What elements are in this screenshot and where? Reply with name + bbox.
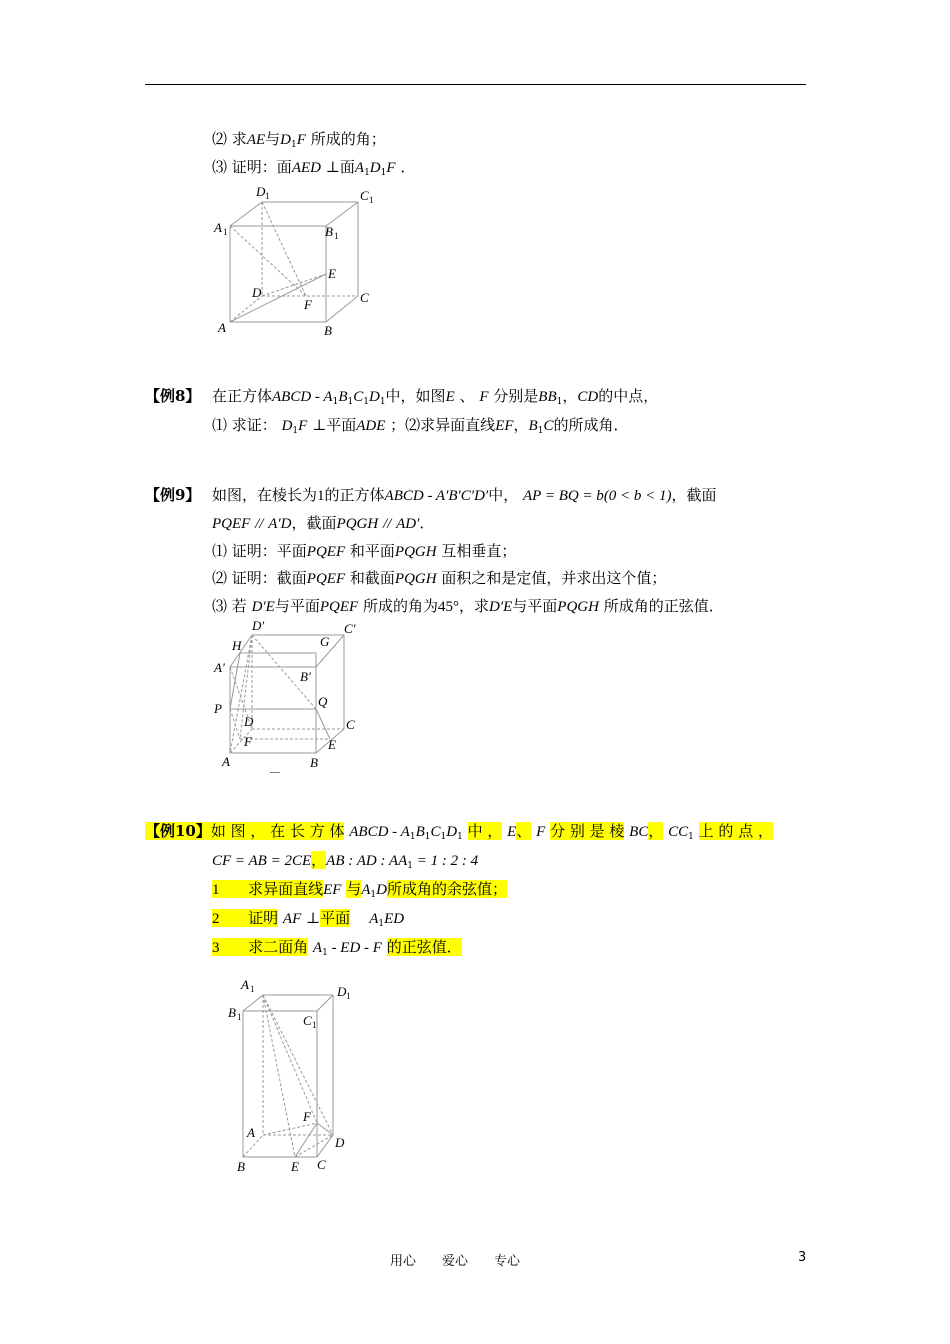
example-9-question-1: ⑴ 证明：平面PQEF 和平面PQGH 互相垂直； bbox=[212, 542, 517, 560]
fig1-label: E bbox=[328, 266, 336, 281]
fig3-label: A bbox=[247, 1125, 255, 1140]
example-10-question-1: 1 求异面直线EF 与$A_1D$所成角的余弦值； bbox=[212, 880, 508, 900]
fig3-label: 1 bbox=[250, 984, 255, 994]
question-2: ⑵ 求AE与$D_1F$ 所成的角； bbox=[212, 130, 386, 150]
fig3-label: B bbox=[237, 1159, 245, 1174]
fig1-label: A bbox=[218, 320, 226, 335]
fig1-label: D bbox=[256, 184, 266, 199]
cube-figure-1 bbox=[210, 180, 390, 345]
example-9-tag: 【例9】 bbox=[145, 486, 201, 504]
example-10-question-2: 2 证明 AF ⊥平面 $A_1ED$ bbox=[212, 909, 405, 929]
fig2-label: Q bbox=[318, 694, 328, 709]
example-9-question-3: ⑶ 若 D′E与平面PQEF 所成的角为45°，求D′E与平面PQGH 所成角的正弦值． bbox=[212, 597, 724, 615]
fig2-label: C bbox=[346, 717, 355, 732]
fig3-label: C bbox=[317, 1157, 326, 1172]
page-number: 3 bbox=[798, 1250, 807, 1265]
fig3-label: F bbox=[303, 1109, 311, 1124]
fig2-label: H bbox=[232, 638, 242, 653]
cube-figure-2 bbox=[210, 615, 380, 780]
fig1-label: 1 bbox=[369, 195, 374, 205]
fig2-label: — bbox=[270, 767, 280, 778]
fig1-label: D bbox=[252, 285, 262, 300]
fig2-label: B′ bbox=[300, 669, 311, 684]
fig3-label: B bbox=[228, 1005, 236, 1020]
example-10-line-2: CF = AB = 2CE，AB : AD : $AA_1 = 1$ : 2 : 4 bbox=[212, 851, 479, 871]
cuboid-figure bbox=[225, 975, 365, 1180]
header-rule bbox=[145, 84, 806, 85]
fig3-label: 1 bbox=[237, 1012, 242, 1022]
fig3-label: A bbox=[241, 977, 249, 992]
example-9-line-2: PQEF // A′D，截面PQGH // AD′． bbox=[212, 514, 435, 532]
fig2-label: F bbox=[244, 734, 252, 749]
fig2-label: C′ bbox=[344, 621, 356, 636]
fig2-label: B bbox=[310, 755, 318, 770]
fig2-label: D bbox=[244, 714, 254, 729]
fig2-label: A bbox=[222, 754, 230, 769]
example-9-question-2: ⑵ 证明：截面PQEF 和截面PQGH 面积之和是定值，并求出这个值； bbox=[212, 569, 667, 587]
fig1-label: A bbox=[214, 220, 222, 235]
fig3-label: D bbox=[335, 1135, 345, 1150]
fig3-label: 1 bbox=[346, 991, 351, 1001]
question-3: ⑶ 证明：面AED ⊥面$A_1D_1F$ ． bbox=[212, 158, 416, 178]
fig1-label: C bbox=[360, 188, 369, 203]
example-10-tag: 【例10】 bbox=[145, 822, 211, 840]
example-8-tag: 【例8】 bbox=[145, 387, 201, 405]
footer-motto: 用心 爱心 专心 bbox=[390, 1254, 521, 1269]
fig1-label: F bbox=[304, 297, 312, 312]
example-10-question-3: 3 求二面角 $A_1$ - ED - F 的正弦值． bbox=[212, 938, 462, 958]
fig3-label: 1 bbox=[312, 1020, 317, 1030]
fig1-label: 1 bbox=[334, 231, 339, 241]
fig2-label: G bbox=[320, 634, 330, 649]
fig2-label: D′ bbox=[252, 618, 265, 633]
fig3-label: C bbox=[303, 1013, 312, 1028]
example-8-line-1: 在正方体ABCD - $A_1B_1C_1D_1$中，如图E 、 F 分别是$BB_1$，CD的中点， bbox=[212, 387, 659, 407]
example-8-line-2: ⑴ 求证： $D_1F$ ⊥平面ADE ；⑵求异面直线EF，$B_1C$的所成角． bbox=[212, 416, 629, 436]
fig3-label: E bbox=[291, 1159, 299, 1174]
fig1-label: C bbox=[360, 290, 369, 305]
fig3-label: D bbox=[337, 984, 347, 999]
fig1-label: 1 bbox=[265, 191, 270, 201]
fig1-label: B bbox=[325, 224, 333, 239]
fig1-label: B bbox=[324, 323, 332, 338]
fig1-label: 1 bbox=[223, 227, 228, 237]
fig2-label: P bbox=[214, 701, 222, 716]
fig2-label: A′ bbox=[214, 660, 225, 675]
example-10-line-1: 【例10】如 图 ， 在 长 方 体 ABCD - $A_1B_1C_1D_1$ 中 ， E、 F 分 别 是 棱 BC， $CC_1$ 上 的 点 ， bbox=[145, 822, 773, 842]
example-9-line-1: 如图，在棱长为1的正方体ABCD - A′B′C′D′中， AP = BQ = b(0 < b < 1)，截面 bbox=[212, 486, 717, 504]
fig2-label: E bbox=[328, 737, 336, 752]
